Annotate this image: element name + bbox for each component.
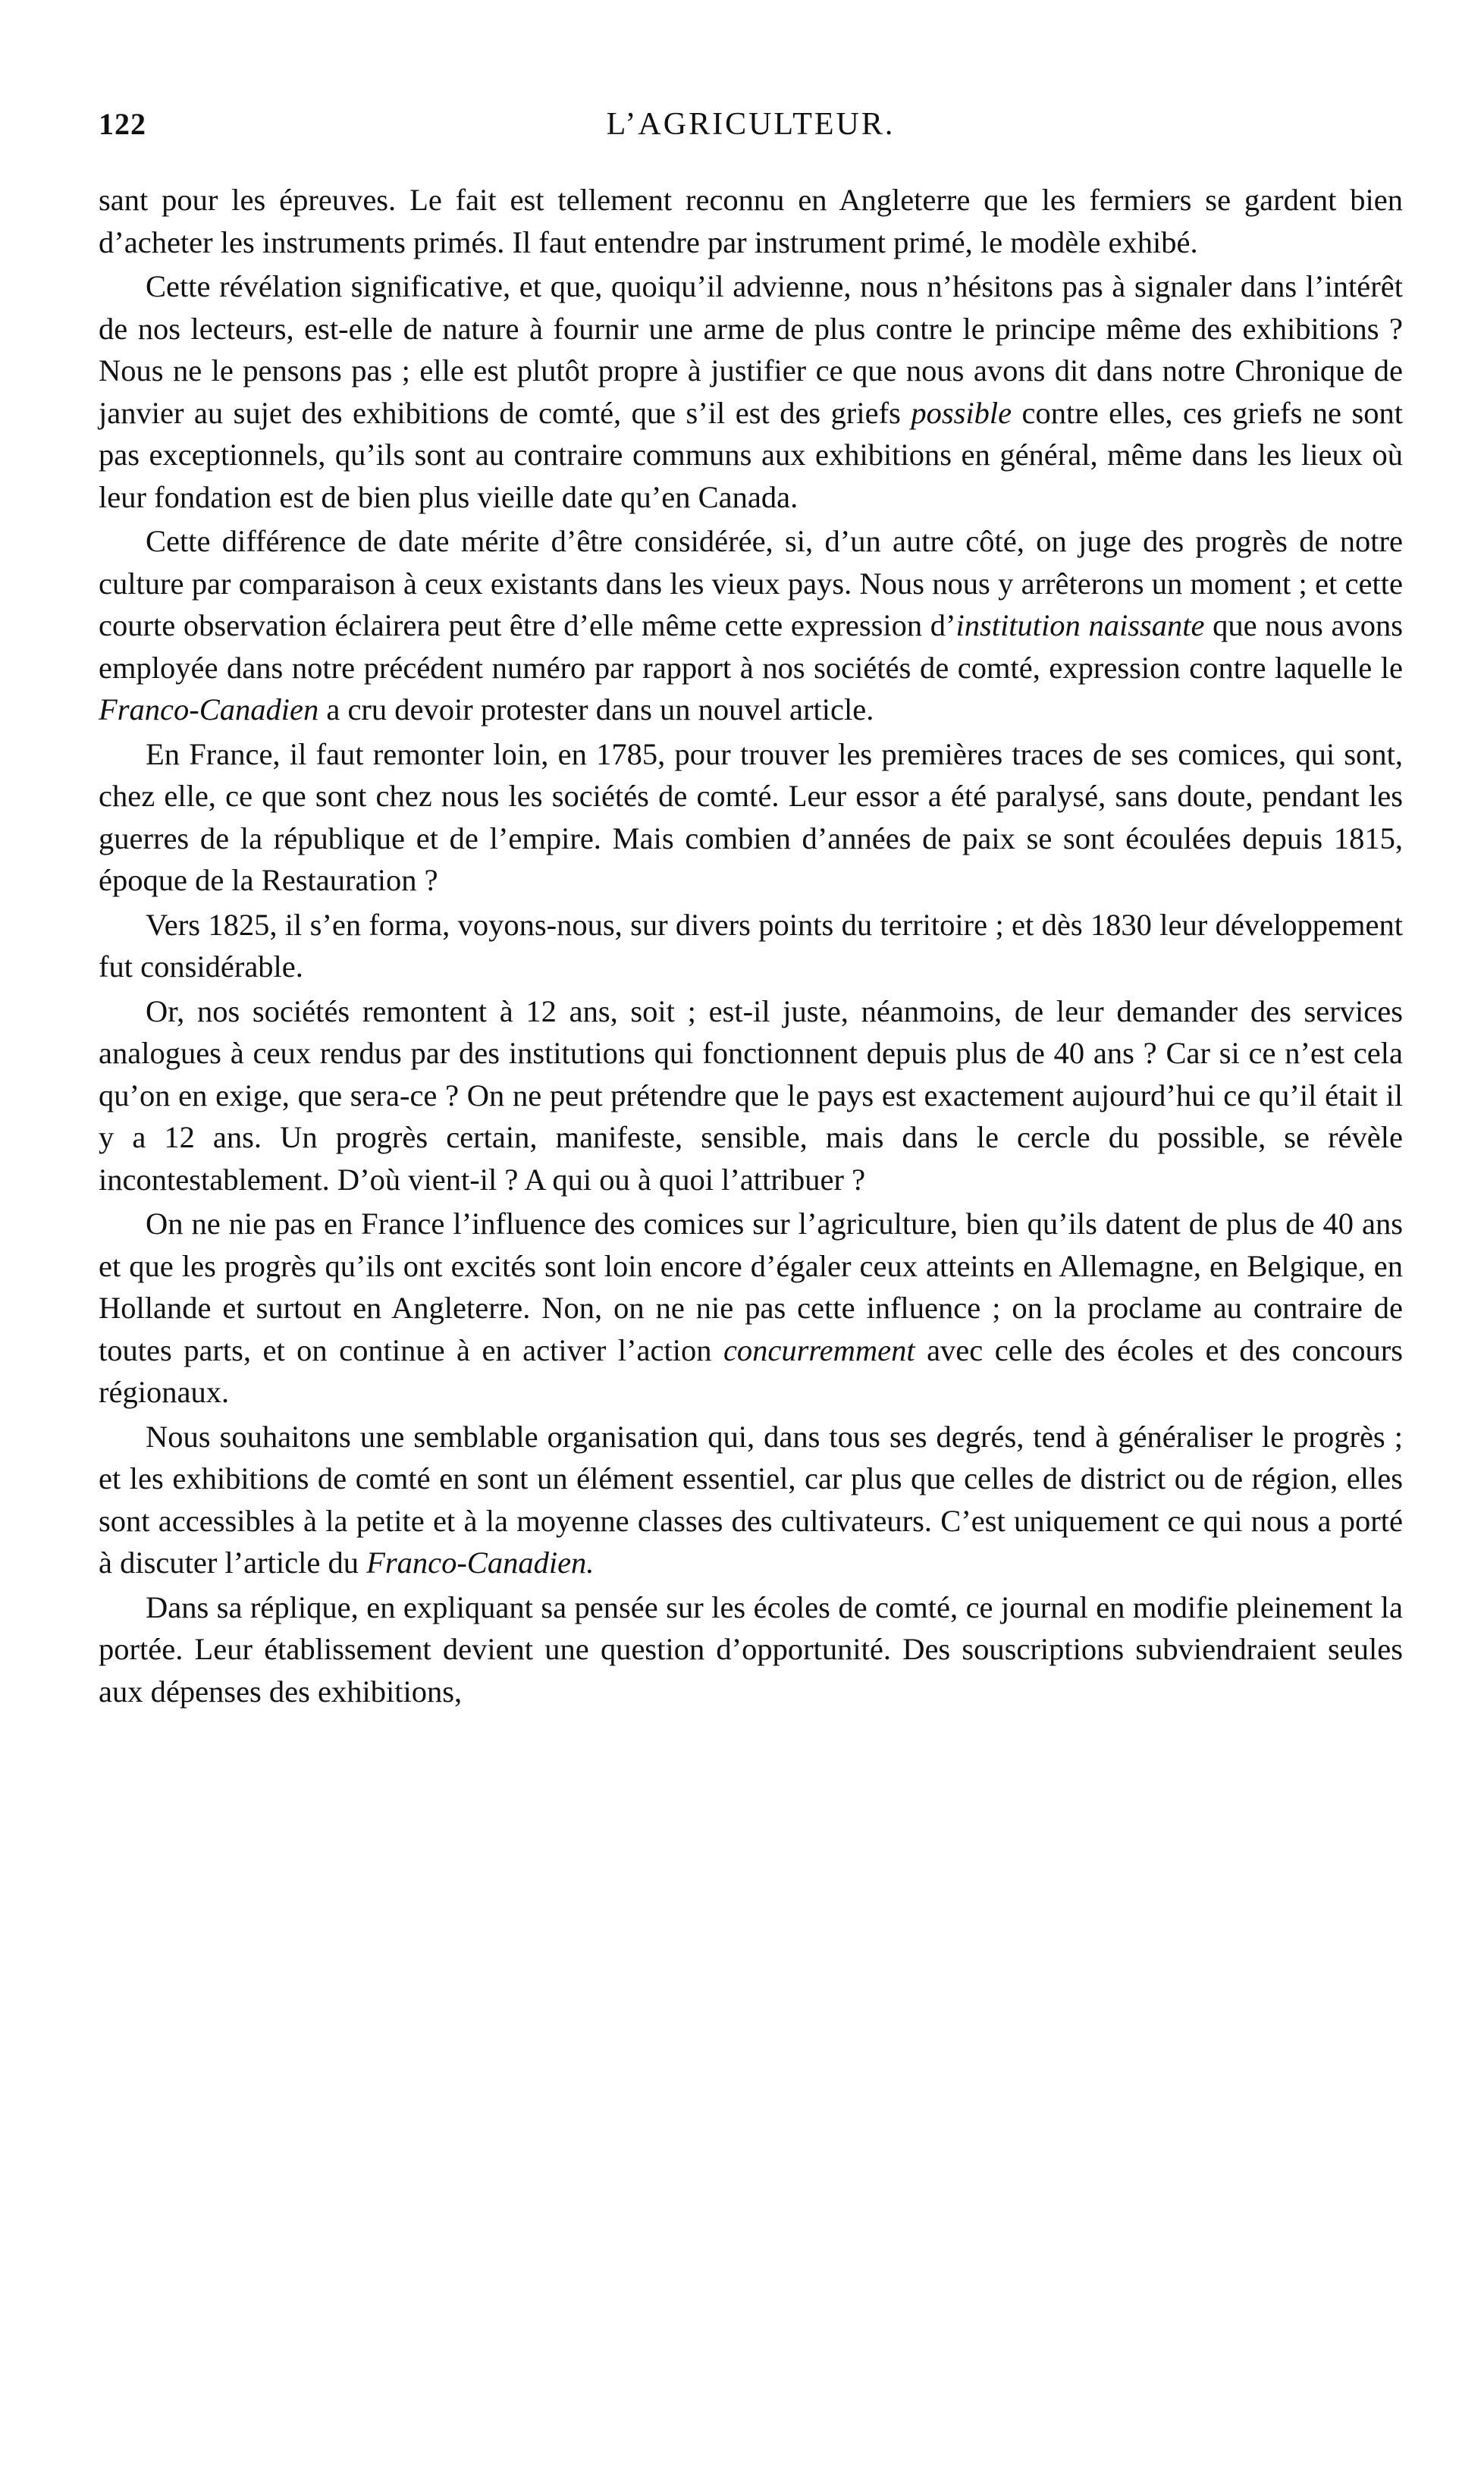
paragraph bbox=[99, 1203, 1403, 1414]
text-run: sant pour les épreuves. Le fait est tellement reconnu en Angleterre que les fermiers se gardent bien d’acheter les instruments primés. Il faut entendre par instrument primé, le modèle exhibé. bbox=[99, 183, 1403, 259]
running-title: L’AGRICULTEUR. bbox=[606, 107, 896, 142]
text-run: Or, nos sociétés remontent à 12 ans, soit ; est-il juste, néanmoins, de leur demander des services analogues à ceux rendus par des institutions qui fonctionnent depuis plus de 40 ans ? Car si ce n’est cela qu’on en exige, que sera-ce ? On ne peut prétendre que le pays est exactement aujourd’hui ce qu’il était il y a 12 ans. Un progrès certain, manifeste, sensible, mais dans le cercle du possible, se révèle incontestablement. D’où vient-il ? A qui ou à quoi l’attribuer ? bbox=[99, 993, 1403, 1197]
page bbox=[99, 106, 1403, 1715]
text-run: Dans sa réplique, en expliquant sa pensée sur les écoles de comté, ce journal en modifie pleinement la portée. Leur établissement devient une question d’opportunité. Des souscriptions subviendraient seules aux dépenses des exhibitions, bbox=[99, 1589, 1403, 1709]
text-run: Cette différence de date mérite d’être considérée, si, d’un autre côté, on juge des progrès de notre culture par comparaison à ceux existants dans les vieux pays. Nous nous y arrêterons un moment ; et cette courte observation éclairera peut être d’elle même cette expression d’ bbox=[99, 524, 1403, 642]
paragraph bbox=[99, 1416, 1403, 1584]
page-header bbox=[99, 106, 1403, 159]
italic-text: institution naissante bbox=[955, 608, 1205, 642]
article-body bbox=[99, 179, 1403, 1712]
paragraph bbox=[99, 990, 1403, 1201]
text-run: que nous avons employée dans notre précédent numéro par rapport à nos sociétés de comté, expression contre laquelle le bbox=[99, 608, 1403, 685]
paragraph bbox=[99, 265, 1403, 518]
paragraph bbox=[99, 520, 1403, 731]
italic-text: possible bbox=[911, 395, 1012, 430]
paragraph bbox=[99, 1586, 1403, 1713]
text-run: Vers 1825, il s’en forma, voyons-nous, sur divers points du territoire ; et dès 1830 leur développement fut considérable. bbox=[99, 907, 1403, 984]
italic-text: Franco-Canadien. bbox=[366, 1546, 595, 1580]
italic-text: concurremment bbox=[723, 1332, 915, 1367]
italic-text: Franco-Canadien bbox=[99, 692, 319, 726]
page-number: 122 bbox=[99, 107, 146, 141]
text-run: On ne nie pas en France l’influence des comices sur l’agriculture, bien qu’ils datent de plus de 40 ans et que les progrès qu’ils ont excités sont loin encore d’égaler ceux atteints en Allemagne, en Belgique, en Hollande et surtout en Angleterre. Non, on ne nie pas cette influence ; on la proclame au contraire de toutes parts, et on continue à en activer l’action bbox=[99, 1207, 1403, 1367]
paragraph bbox=[99, 179, 1403, 263]
paragraph bbox=[99, 733, 1403, 902]
text-run: avec celle des écoles et des concours régionaux. bbox=[99, 1332, 1403, 1409]
text-run: contre elles, ces griefs ne sont pas exceptionnels, qu’ils sont au contraire communs aux exhibitions en général, même dans les lieux où leur fondation est de bien plus vieille date qu’en Canada. bbox=[99, 395, 1403, 514]
text-run: a cru devoir protester dans un nouvel article. bbox=[318, 692, 874, 726]
text-run: Cette révélation significative, et que, quoiqu’il advienne, nous n’hésitons pas à signaler dans l’intérêt de nos lecteurs, est-elle de nature à fournir une arme de plus contre le principe même des exhibitions ? Nous ne le pensons pas ; elle est plutôt propre à justifier ce que nous avons dit dans notre Chronique de janvier au sujet des exhibitions de comté, que s’il est des griefs bbox=[99, 269, 1403, 430]
text-run: Nous souhaitons une semblable organisation qui, dans tous ses degrés, tend à généraliser le progrès ; et les exhibitions de comté en sont un élément essentiel, car plus que celles de district ou de région, elles sont accessibles à la petite et à la moyenne classes des cultivateurs. C’est uniquement ce qui nous a porté à discuter l’article du bbox=[99, 1419, 1403, 1580]
text-run: En France, il faut remonter loin, en 1785, pour trouver les premières traces de ses comices, qui sont, chez elle, ce que sont chez nous les sociétés de comté. Leur essor a été paralysé, sans doute, pendant les guerres de la république et de l’empire. Mais combien d’années de paix se sont écoulées depuis 1815, époque de la Restauration ? bbox=[99, 736, 1403, 897]
paragraph bbox=[99, 904, 1403, 988]
